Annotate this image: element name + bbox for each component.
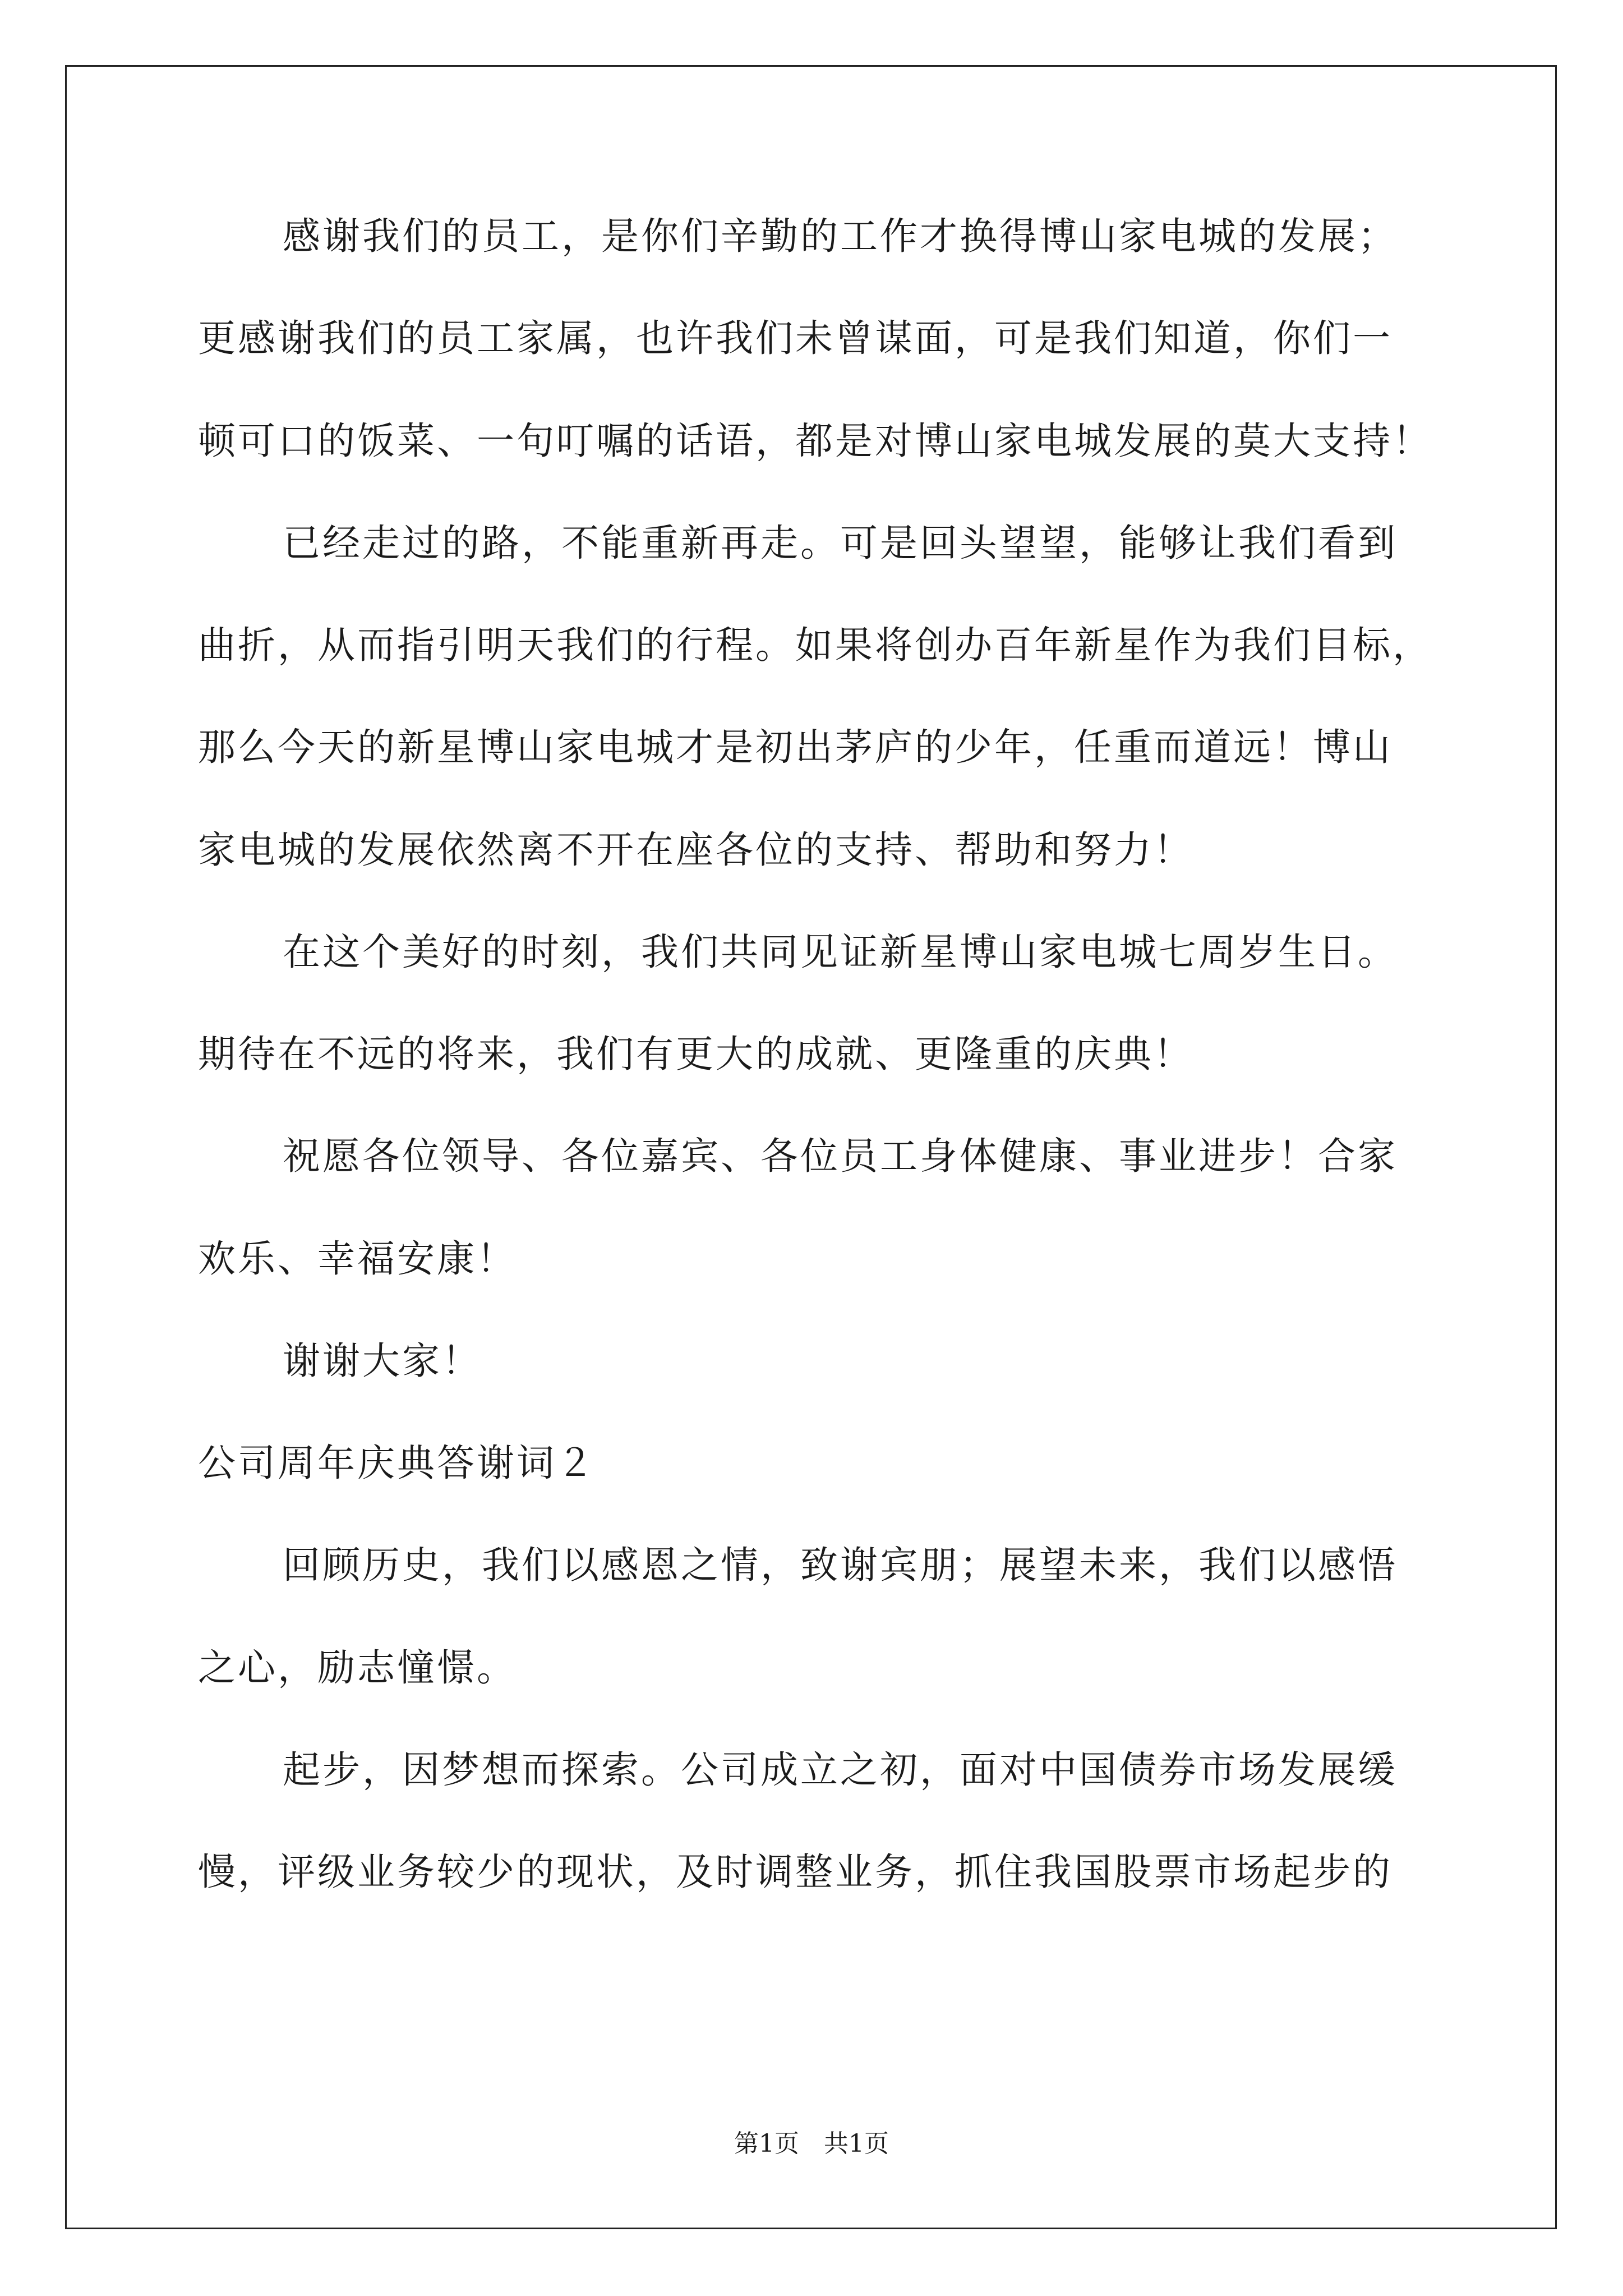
paragraph-line: 曲折，从而指引明天我们的行程。如果将创办百年新星作为我们目标， [198,623,1432,667]
paragraph-line: 更感谢我们的员工家属，也许我们未曾谋面，可是我们知道，你们一 [198,316,1393,360]
paragraph-line: 谢谢大家！ [283,1339,482,1383]
section-heading: 公司周年庆典答谢词２ [198,1441,596,1485]
paragraph-line: 之心，励志憧憬。 [198,1646,517,1690]
paragraph-line: 在这个美好的时刻，我们共同见证新星博山家电城七周岁生日。 [283,930,1398,974]
paragraph-line: 顿可口的饭菜、一句叮嘱的话语，都是对博山家电城发展的莫大支持！ [198,419,1432,463]
paragraph-line: 祝愿各位领导、各位嘉宾、各位员工身体健康、事业进步！合家 [283,1134,1398,1178]
paragraph-line: 那么今天的新星博山家电城才是初出茅庐的少年，任重而道远！博山 [198,725,1393,769]
paragraph-line: 回顾历史，我们以感恩之情，致谢宾朋；展望未来，我们以感悟 [283,1543,1398,1587]
page-number-footer: 第1页 共1页 [734,2129,889,2158]
paragraph-line: 起步，因梦想而探索。公司成立之初，面对中国债券市场发展缓 [283,1748,1398,1792]
paragraph-line: 慢，评级业务较少的现状，及时调整业务，抓住我国股票市场起步的 [198,1850,1393,1894]
paragraph-line: 欢乐、幸福安康！ [198,1237,517,1281]
paragraph-line: 期待在不远的将来，我们有更大的成就、更隆重的庆典！ [198,1032,1193,1076]
paragraph-line: 已经走过的路，不能重新再走。可是回头望望，能够让我们看到 [283,521,1398,565]
paragraph-line: 感谢我们的员工，是你们辛勤的工作才换得博山家电城的发展； [283,214,1398,258]
paragraph-line: 家电城的发展依然离不开在座各位的支持、帮助和努力！ [198,828,1193,872]
